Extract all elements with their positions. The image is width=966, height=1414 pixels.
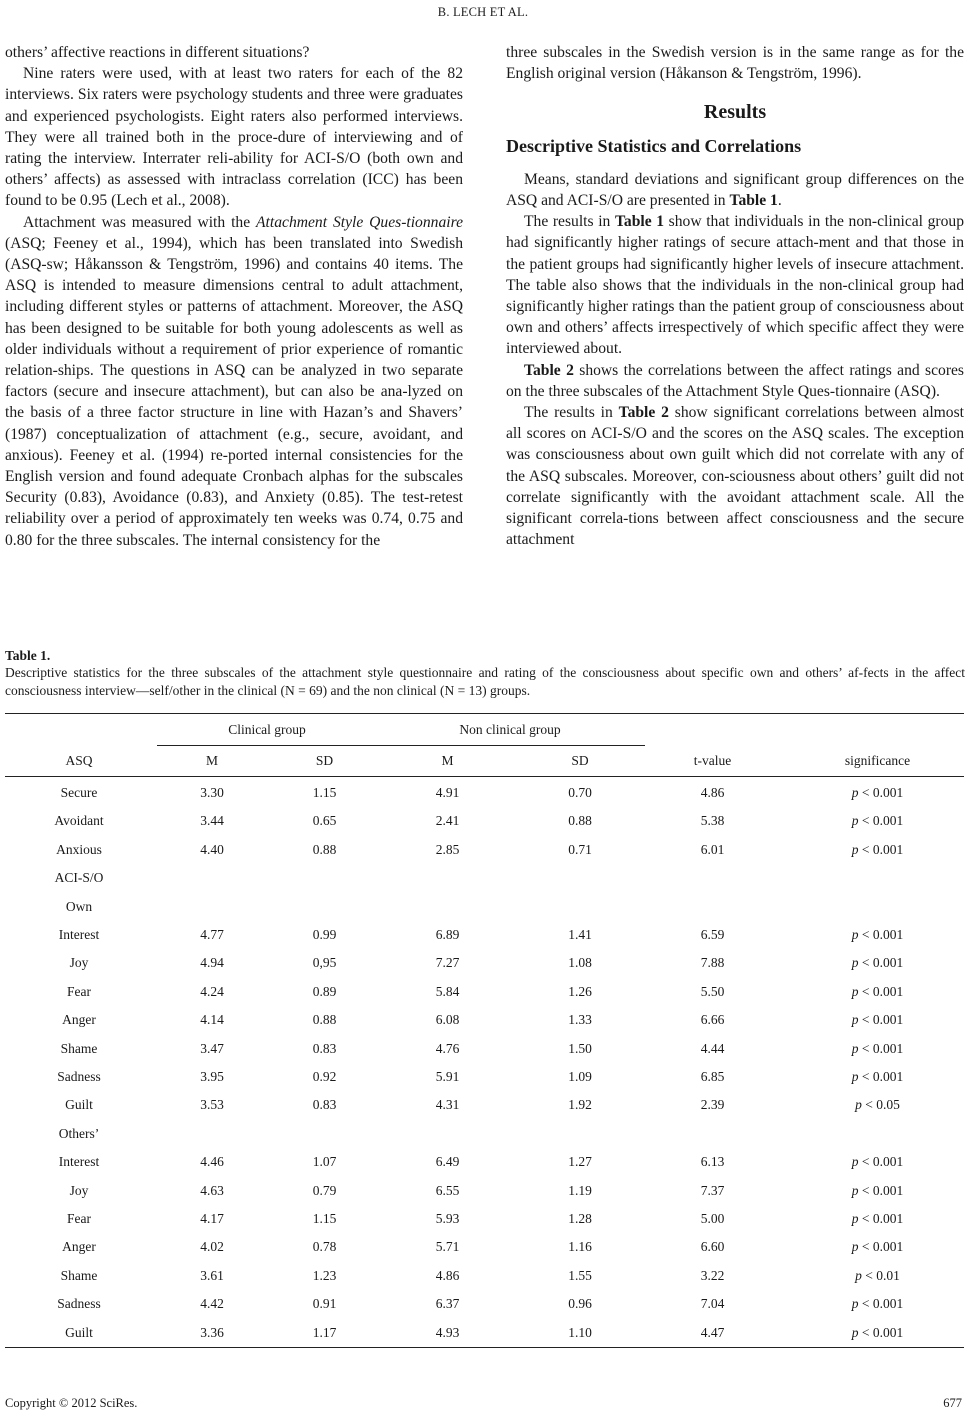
table-reference: Table 2 bbox=[618, 404, 669, 422]
text-run: show significant correlations between almost all scores on ACI-S/O and the scores on the ASQ scales. The exception was consciousness about own guilt which did not correlate with any of the ASQ subscales. Moreover, con-sciousness about others’ guilt did not correlate significantly with the avoidant attachment scale. All the significant correla-tions between affect consciousness and the secure attachment bbox=[506, 404, 964, 549]
header-clinical-group: Clinical group bbox=[228, 722, 306, 737]
text-run: The results in bbox=[524, 404, 619, 422]
p-symbol: p bbox=[851, 1211, 859, 1226]
table-cell-sd2: 0.96 bbox=[568, 1296, 592, 1312]
section-heading-results: Results bbox=[703, 101, 767, 124]
table-cell-sd2: 1.09 bbox=[568, 1069, 592, 1084]
p-value: < 0.001 bbox=[858, 1069, 904, 1084]
header-nonclinical-group: Non clinical group bbox=[459, 722, 561, 737]
table-reference: Table 2 bbox=[524, 361, 574, 379]
table-header-rule bbox=[5, 776, 964, 777]
table-cell-label: Others’ bbox=[58, 1125, 100, 1141]
table-cell-significance bbox=[795, 984, 960, 1000]
table-cell-t: 7.04 bbox=[700, 1296, 725, 1312]
table-row bbox=[5, 870, 964, 898]
p-symbol: p bbox=[851, 1239, 859, 1255]
p-value: < 0.001 bbox=[858, 841, 904, 857]
table-row bbox=[5, 813, 964, 841]
table-reference: Table 1 bbox=[614, 213, 665, 231]
table-cell-t: 5.38 bbox=[700, 813, 725, 829]
table-cell-sd2: 1.28 bbox=[568, 1211, 592, 1226]
table-cell-sd2: 1.26 bbox=[568, 983, 592, 999]
table-cell-sd2: 0.70 bbox=[568, 785, 592, 800]
table-cell-t: 7.88 bbox=[700, 955, 725, 971]
table-cell-m1: 4.77 bbox=[200, 927, 224, 942]
p-symbol: p bbox=[851, 841, 859, 857]
table-row bbox=[5, 984, 964, 1012]
table-cell-sd1: 1.15 bbox=[312, 785, 337, 800]
table-row bbox=[5, 1239, 964, 1267]
p-symbol: p bbox=[851, 785, 859, 800]
table-cell-significance bbox=[795, 1183, 960, 1199]
table-cell-label: Anxious bbox=[56, 841, 102, 857]
table-cell-label: Own bbox=[65, 898, 93, 914]
table-cell-sd2: 0.88 bbox=[568, 813, 592, 829]
table-cell-label: Sadness bbox=[57, 1069, 101, 1084]
table-row bbox=[5, 1126, 964, 1154]
text-run: Attachment was measured with the bbox=[23, 213, 257, 231]
table-cell-significance bbox=[795, 1069, 960, 1085]
table-cell-m1: 3.53 bbox=[200, 1097, 224, 1113]
table-cell-label: Fear bbox=[67, 983, 91, 999]
table-cell-m2: 4.91 bbox=[435, 785, 460, 800]
right-text-column bbox=[506, 42, 964, 550]
table-cell-t: 7.37 bbox=[700, 1182, 725, 1198]
p-symbol: p bbox=[851, 1040, 859, 1056]
table-cell-m1: 3.36 bbox=[200, 1324, 224, 1340]
p-symbol: p bbox=[851, 983, 859, 999]
table-cell-m2: 6.89 bbox=[435, 927, 460, 942]
p-symbol: p bbox=[855, 1097, 862, 1113]
table-cell-sd1: 0.88 bbox=[312, 1012, 337, 1028]
p-value: < 0.001 bbox=[858, 785, 904, 800]
table-caption-text: Descriptive statistics for the three subscales of the attachment style questionnaire and rating of the consciousness about specific own and others’ af-fects in the affect consciousness interview—self/other in the clinical (N = 69) and the non clinical (N = 13) groups. bbox=[5, 665, 965, 698]
table-cell-sd1: 0.88 bbox=[312, 841, 337, 857]
table-cell-significance bbox=[795, 1041, 960, 1057]
text-run: . bbox=[777, 192, 782, 210]
table-cell-label: Guilt bbox=[65, 1324, 93, 1340]
table-cell-sd1: 0.83 bbox=[312, 1097, 337, 1113]
table-cell-sd1: 0.91 bbox=[312, 1296, 337, 1312]
table-cell-significance bbox=[795, 1154, 960, 1170]
text-run: Means, standard deviations and significant group differences on the ASQ and ACI-S/O are presented in bbox=[506, 170, 964, 210]
table-cell-sd2: 1.08 bbox=[568, 955, 592, 971]
right-paragraph-1: three subscales in the Swedish version is in the same range as for the English original version (Håkanson & Tengström, 1996). bbox=[506, 44, 964, 83]
header-sd-nonclinical: SD bbox=[571, 753, 589, 768]
page-number: 677 bbox=[943, 1396, 962, 1410]
p-value: < 0.05 bbox=[861, 1097, 900, 1113]
table-cell-m2: 7.27 bbox=[435, 955, 460, 971]
table-cell-sd1: 0.89 bbox=[312, 983, 337, 999]
table-row bbox=[5, 1183, 964, 1211]
table-cell-label: Joy bbox=[69, 955, 89, 971]
table-row bbox=[5, 1012, 964, 1040]
table-cell-significance bbox=[795, 1239, 960, 1255]
table-cell-sd2: 0.71 bbox=[568, 841, 592, 857]
table-cell-significance bbox=[795, 842, 960, 858]
table-cell-t: 2.39 bbox=[700, 1097, 725, 1113]
table-cell-m1: 4.40 bbox=[200, 841, 224, 857]
table-cell-t: 4.86 bbox=[700, 785, 725, 800]
p-symbol: p bbox=[851, 813, 859, 829]
table-cell-sd2: 1.92 bbox=[568, 1097, 592, 1113]
table-cell-significance bbox=[795, 813, 960, 829]
table-row bbox=[5, 1325, 964, 1353]
table-row bbox=[5, 927, 964, 955]
table-cell-label: Avoidant bbox=[54, 813, 104, 829]
table-cell-m1: 4.42 bbox=[200, 1296, 224, 1312]
p-symbol: p bbox=[851, 955, 859, 971]
table-cell-t: 5.50 bbox=[700, 983, 725, 999]
right-paragraph-5 bbox=[506, 402, 964, 550]
table-cell-m1: 3.44 bbox=[200, 813, 224, 829]
left-paragraph-3 bbox=[5, 212, 463, 551]
text-run: show that individuals in the non-clinical group had significantly higher ratings of secure attach-ment and that those in the patient groups had significantly higher levels of insecure attachment. The table also shows that the individuals in the non-clinical group had significantly higher ratings than the patient group of consciousness about own and others’ affects irrespectively of which specific affect they were interviewed about. bbox=[506, 213, 965, 358]
p-value: < 0.001 bbox=[858, 1012, 904, 1028]
table-cell-label: Anger bbox=[62, 1239, 96, 1255]
table-cell-sd2: 1.50 bbox=[568, 1040, 592, 1056]
table-cell-m1: 3.61 bbox=[200, 1267, 224, 1283]
right-paragraph-4 bbox=[506, 360, 964, 402]
table-cell-label: Secure bbox=[60, 785, 98, 800]
table-cell-t: 5.00 bbox=[700, 1211, 725, 1226]
table-cell-label: Anger bbox=[62, 1012, 96, 1028]
table-row bbox=[5, 1069, 964, 1097]
table-cell-label: Fear bbox=[67, 1211, 91, 1226]
table-cell-significance bbox=[795, 1296, 960, 1312]
table-cell-m1: 4.17 bbox=[200, 1211, 224, 1226]
table-cell-sd2: 1.19 bbox=[568, 1182, 592, 1198]
table-row bbox=[5, 1268, 964, 1296]
table-reference: Table 1 bbox=[729, 192, 778, 210]
header-m-clinical: M bbox=[205, 753, 218, 768]
table-cell-sd1: 0.83 bbox=[312, 1040, 337, 1056]
table-cell-sd2: 1.55 bbox=[568, 1267, 592, 1283]
table-row bbox=[5, 1296, 964, 1324]
table-row bbox=[5, 785, 964, 813]
table-cell-sd2: 1.16 bbox=[568, 1239, 592, 1255]
table-cell-m2: 2.85 bbox=[435, 841, 460, 857]
header-sd-clinical: SD bbox=[315, 753, 334, 768]
table-cell-significance bbox=[795, 927, 960, 943]
table-cell-m1: 4.94 bbox=[200, 955, 224, 971]
running-header: B. LECH ET AL. bbox=[437, 5, 529, 19]
table-cell-m2: 4.86 bbox=[435, 1267, 460, 1283]
table-cell-t: 6.85 bbox=[700, 1069, 725, 1084]
table-cell-label: Guilt bbox=[65, 1097, 93, 1113]
table-cell-label: ACI-S/O bbox=[54, 870, 104, 886]
p-symbol: p bbox=[855, 1267, 862, 1283]
table-cell-sd2: 1.33 bbox=[568, 1012, 592, 1028]
table-cell-m1: 4.63 bbox=[200, 1182, 224, 1198]
table-cell-significance bbox=[795, 785, 960, 801]
questionnaire-title: Attachment Style Ques-tionnaire bbox=[256, 213, 463, 231]
p-value: < 0.001 bbox=[858, 1239, 904, 1255]
table-cell-t: 4.44 bbox=[700, 1040, 725, 1056]
p-value: < 0.001 bbox=[858, 1182, 904, 1198]
p-symbol: p bbox=[851, 1182, 859, 1198]
table-top-rule bbox=[5, 713, 964, 714]
table-cell-sd2: 1.27 bbox=[568, 1154, 592, 1170]
p-value: < 0.01 bbox=[861, 1267, 900, 1283]
text-run: The results in bbox=[524, 213, 615, 231]
table-cell-sd1: 1.17 bbox=[312, 1324, 337, 1340]
p-value: < 0.001 bbox=[858, 1154, 904, 1170]
p-symbol: p bbox=[851, 1069, 859, 1084]
table-cell-significance bbox=[795, 1012, 960, 1028]
table-cell-sd2: 1.41 bbox=[568, 927, 592, 942]
right-paragraph-2 bbox=[506, 169, 964, 211]
table-cell-sd2: 1.10 bbox=[568, 1324, 592, 1340]
table-cell-m1: 4.02 bbox=[200, 1239, 224, 1255]
table-cell-m2: 4.31 bbox=[435, 1097, 460, 1113]
p-value: < 0.001 bbox=[858, 1324, 904, 1340]
p-value: < 0.001 bbox=[858, 983, 904, 999]
table-cell-t: 6.01 bbox=[700, 841, 725, 857]
table-cell-m1: 3.47 bbox=[200, 1040, 224, 1056]
table-cell-m2: 6.55 bbox=[435, 1182, 460, 1198]
text-run: (ASQ; Feeney et al., 1994), which has been translated into Swedish (ASQ-sw; Håkansson & Tengström, 1996) and contains 40 items. The ASQ is intended to measure dimensions central to adult attachment, including different styles or patterns of attachment. Moreover, the ASQ has been designed to be suitable for both young adolescents as well as older individuals without a requirement of prior experience of romantic relation-ships. The questions in ASQ can be analyzed in two separate factors (secure and insecure attachment), but can also be ana-lyzed on the basis of a three factor structure in line with Hazan’s and Shavers’ (1987) conceptualization of attachment (e.g., secure, avoidant, and anxious). Feeney et al. (1994) re-ported internal consistencies for the English version and found adequate Cronbach alphas for the subscales Security (0.83), Avoidance (0.83), and Anxiety (0.85). The test-retest reliability over a period of approximately ten weeks was 0.74, 0.75 and 0.80 for the three subscales. The internal consistency for the bbox=[5, 234, 463, 549]
left-text-column bbox=[5, 42, 463, 551]
table-cell-label: Interest bbox=[58, 1154, 100, 1170]
p-value: < 0.001 bbox=[858, 1296, 904, 1312]
table-row bbox=[5, 1097, 964, 1125]
header-significance: significance bbox=[844, 753, 911, 768]
p-symbol: p bbox=[851, 1324, 859, 1340]
table-cell-significance bbox=[795, 1325, 960, 1341]
right-paragraph-3 bbox=[506, 211, 964, 359]
header-asq: ASQ bbox=[65, 753, 93, 768]
table-cell-sd1: 0.92 bbox=[312, 1069, 337, 1084]
table-cell-label: Shame bbox=[60, 1040, 98, 1056]
table-cell-t: 6.13 bbox=[700, 1154, 725, 1170]
table-caption bbox=[5, 647, 965, 700]
table-cell-sd1: 0,95 bbox=[312, 955, 337, 971]
table-cell-t: 6.66 bbox=[700, 1012, 725, 1028]
table-cell-sd1: 1.07 bbox=[312, 1154, 337, 1170]
table-cell-m2: 4.93 bbox=[435, 1324, 460, 1340]
table-cell-sd1: 0.65 bbox=[312, 813, 337, 829]
header-m-nonclinical: M bbox=[441, 753, 454, 768]
table-row bbox=[5, 1041, 964, 1069]
table-cell-m2: 4.76 bbox=[435, 1040, 460, 1056]
group-header-rule bbox=[157, 745, 645, 746]
subsection-heading: Descriptive Statistics and Correlations bbox=[506, 135, 802, 156]
table-cell-m2: 2.41 bbox=[435, 813, 460, 829]
p-symbol: p bbox=[851, 927, 859, 942]
table-cell-sd1: 0.99 bbox=[312, 927, 337, 942]
table-cell-sd1: 1.23 bbox=[312, 1267, 337, 1283]
table-cell-m2: 6.37 bbox=[435, 1296, 460, 1312]
text-run: shows the correlations between the affect ratings and scores on the three subscales of the Attachment Style Ques-tionnaire (ASQ). bbox=[506, 361, 964, 400]
table-cell-significance bbox=[795, 1097, 960, 1113]
p-symbol: p bbox=[851, 1296, 859, 1312]
table-cell-sd1: 0.78 bbox=[312, 1239, 337, 1255]
copyright-footer: Copyright © 2012 SciRes. bbox=[5, 1396, 138, 1410]
table-cell-t: 4.47 bbox=[700, 1324, 725, 1340]
table-cell-label: Interest bbox=[58, 927, 100, 942]
table-cell-t: 6.60 bbox=[700, 1239, 725, 1255]
p-value: < 0.001 bbox=[858, 813, 904, 829]
table-cell-m2: 6.49 bbox=[435, 1154, 460, 1170]
table-cell-m2: 6.08 bbox=[435, 1012, 460, 1028]
p-symbol: p bbox=[851, 1154, 859, 1170]
table-label: Table 1. bbox=[5, 648, 51, 663]
p-symbol: p bbox=[851, 1012, 859, 1028]
p-value: < 0.001 bbox=[858, 955, 904, 971]
table-cell-m1: 3.95 bbox=[200, 1069, 224, 1084]
table-row bbox=[5, 842, 964, 870]
header-t-value: t-value bbox=[693, 753, 732, 768]
table-cell-label: Shame bbox=[60, 1267, 98, 1283]
table-row bbox=[5, 1154, 964, 1182]
table-cell-m2: 5.71 bbox=[435, 1239, 460, 1255]
table-row bbox=[5, 955, 964, 983]
table-cell-m1: 4.24 bbox=[200, 983, 224, 999]
table-cell-significance bbox=[795, 1268, 960, 1284]
p-value: < 0.001 bbox=[858, 1211, 904, 1226]
p-value: < 0.001 bbox=[858, 927, 904, 942]
table-cell-significance bbox=[795, 955, 960, 971]
table-cell-t: 3.22 bbox=[700, 1267, 725, 1283]
table-cell-significance bbox=[795, 1211, 960, 1227]
table-cell-label: Sadness bbox=[57, 1296, 101, 1312]
table-cell-t: 6.59 bbox=[700, 927, 725, 942]
table-cell-m1: 3.30 bbox=[200, 785, 224, 800]
table-cell-sd1: 0.79 bbox=[312, 1182, 337, 1198]
left-paragraph-1: others’ affective reactions in different situations? bbox=[5, 44, 310, 61]
table-cell-m1: 4.14 bbox=[200, 1012, 224, 1028]
table-cell-sd1: 1.15 bbox=[312, 1211, 337, 1226]
table-cell-m1: 4.46 bbox=[200, 1154, 224, 1170]
table-cell-m2: 5.84 bbox=[435, 983, 460, 999]
table-cell-label: Joy bbox=[69, 1182, 89, 1198]
table-row bbox=[5, 899, 964, 927]
p-value: < 0.001 bbox=[858, 1040, 904, 1056]
table-cell-m2: 5.91 bbox=[435, 1069, 460, 1084]
table-cell-m2: 5.93 bbox=[435, 1211, 460, 1226]
table-row bbox=[5, 1211, 964, 1239]
left-paragraph-2: Nine raters were used, with at least two raters for each of the 82 interviews. Six raters were psychology students and three were graduates and experienced psychologists. Eight raters also performed interviews. They were all trained both in the proce-dure of interviewing and of rating the interview. Interrater reli-ability for ACI-S/O (both own and others’ affects) as assessed with intraclass correlation (ICC) has been found to be 0.95 (Lech et al., 2008). bbox=[5, 65, 463, 210]
